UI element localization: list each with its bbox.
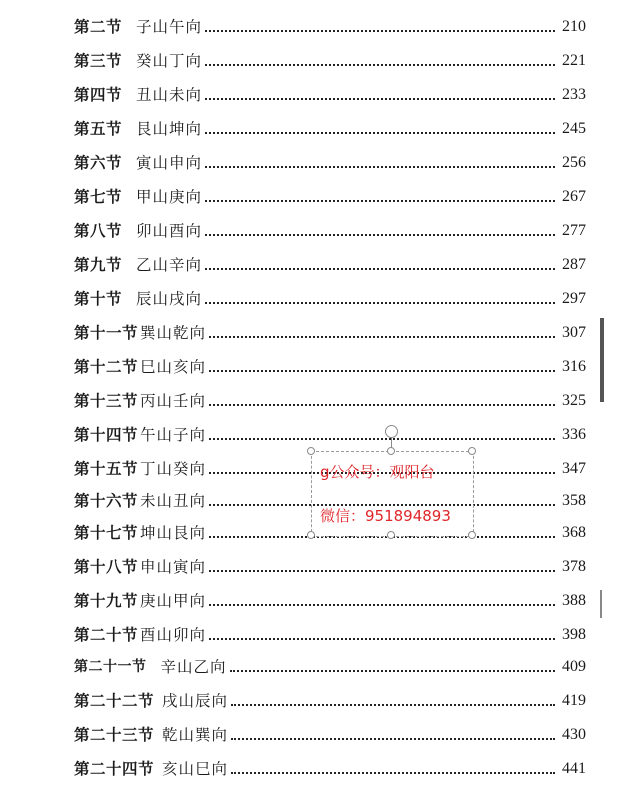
page-number: 378 bbox=[562, 558, 586, 575]
dot-leader bbox=[205, 97, 555, 100]
dot-leader bbox=[209, 437, 555, 440]
toc-row[interactable] bbox=[74, 81, 586, 105]
toc-row[interactable] bbox=[74, 621, 586, 645]
resize-handle-icon[interactable] bbox=[387, 531, 395, 539]
section-title: 丑山未向 bbox=[136, 86, 203, 104]
watermark-line-1: g公众号：观阳台 bbox=[320, 463, 435, 481]
section-number: 第六节 bbox=[74, 154, 123, 172]
toc-row[interactable] bbox=[74, 721, 586, 745]
page-number: 409 bbox=[562, 658, 586, 675]
toc-row[interactable] bbox=[74, 319, 586, 343]
section-title: 寅山申向 bbox=[136, 154, 203, 172]
dot-leader bbox=[205, 301, 555, 304]
section-title: 丙山壬向 bbox=[140, 392, 207, 410]
dot-leader bbox=[231, 737, 555, 740]
page-number: 368 bbox=[562, 524, 586, 541]
section-title: 酉山卯向 bbox=[140, 626, 207, 644]
dot-leader bbox=[209, 569, 555, 572]
section-title: 亥山巳向 bbox=[162, 760, 229, 778]
section-title: 癸山丁向 bbox=[136, 52, 203, 70]
dot-leader bbox=[209, 335, 555, 338]
toc-row[interactable] bbox=[74, 421, 586, 445]
page-number: 336 bbox=[562, 426, 586, 443]
page-number: 347 bbox=[562, 460, 586, 477]
dot-leader bbox=[205, 63, 555, 66]
toc-row[interactable] bbox=[74, 217, 586, 241]
section-number: 第十七节 bbox=[74, 524, 139, 542]
section-number: 第五节 bbox=[74, 120, 123, 138]
dot-leader bbox=[205, 267, 555, 270]
section-title: 乙山辛向 bbox=[136, 256, 203, 274]
page-number: 388 bbox=[562, 592, 586, 609]
dot-leader bbox=[209, 403, 555, 406]
section-title: 未山丑向 bbox=[140, 492, 207, 510]
page-number: 267 bbox=[562, 188, 586, 205]
toc-row[interactable] bbox=[74, 587, 586, 611]
section-title: 戌山辰向 bbox=[162, 692, 229, 710]
dot-leader bbox=[205, 29, 555, 32]
toc-row[interactable] bbox=[74, 353, 586, 377]
page-number: 245 bbox=[562, 120, 586, 137]
page-number: 358 bbox=[562, 492, 586, 509]
section-number: 第八节 bbox=[74, 222, 123, 240]
dot-leader bbox=[209, 369, 555, 372]
page-number: 441 bbox=[562, 760, 586, 777]
dot-leader bbox=[205, 233, 555, 236]
section-title: 卯山酉向 bbox=[136, 222, 203, 240]
page-number: 233 bbox=[562, 86, 586, 103]
section-number: 第十九节 bbox=[74, 592, 139, 610]
section-title: 巽山乾向 bbox=[140, 324, 207, 342]
toc-row[interactable] bbox=[74, 387, 586, 411]
section-title: 丁山癸向 bbox=[140, 460, 207, 478]
dot-leader bbox=[230, 669, 555, 672]
section-number: 第十节 bbox=[74, 290, 123, 308]
toc-row[interactable] bbox=[74, 115, 586, 139]
section-title: 巳山亥向 bbox=[140, 358, 207, 376]
dot-leader bbox=[209, 637, 555, 640]
section-number: 第十四节 bbox=[74, 426, 139, 444]
resize-handle-icon[interactable] bbox=[307, 531, 315, 539]
page-number: 221 bbox=[562, 52, 586, 69]
toc-row[interactable] bbox=[74, 47, 586, 71]
section-title: 艮山坤向 bbox=[136, 120, 203, 138]
section-number: 第二十节 bbox=[74, 626, 139, 644]
section-number: 第二十四节 bbox=[74, 760, 155, 778]
section-number: 第二十三节 bbox=[74, 726, 155, 744]
dot-leader bbox=[205, 131, 555, 134]
section-number: 第十一节 bbox=[74, 324, 139, 342]
watermark-line-2: 微信：951894893 bbox=[320, 507, 451, 525]
section-number: 第二十一节 bbox=[74, 659, 147, 675]
section-title: 辰山戌向 bbox=[136, 290, 203, 308]
dot-leader bbox=[205, 165, 555, 168]
section-title: 申山寅向 bbox=[140, 558, 207, 576]
dot-leader bbox=[231, 703, 555, 706]
section-number: 第三节 bbox=[74, 52, 123, 70]
dot-leader bbox=[205, 199, 555, 202]
section-title: 乾山巽向 bbox=[162, 726, 229, 744]
section-title: 庚山甲向 bbox=[140, 592, 207, 610]
page-number: 297 bbox=[562, 290, 586, 307]
section-number: 第七节 bbox=[74, 188, 123, 206]
scan-edge-mark bbox=[600, 318, 604, 402]
toc-row[interactable] bbox=[74, 285, 586, 309]
page-number: 277 bbox=[562, 222, 586, 239]
section-number: 第十六节 bbox=[74, 492, 139, 510]
page-number: 325 bbox=[562, 392, 586, 409]
toc-row[interactable] bbox=[74, 251, 586, 275]
toc-row[interactable] bbox=[74, 755, 586, 779]
section-title: 坤山艮向 bbox=[140, 524, 207, 542]
section-number: 第十五节 bbox=[74, 460, 139, 478]
page-number: 430 bbox=[562, 726, 586, 743]
section-number: 第四节 bbox=[74, 86, 123, 104]
resize-handle-icon[interactable] bbox=[468, 531, 476, 539]
toc-row[interactable] bbox=[74, 183, 586, 207]
dot-leader bbox=[209, 603, 555, 606]
toc-row[interactable] bbox=[74, 687, 586, 711]
section-title: 子山午向 bbox=[136, 18, 203, 36]
section-number: 第九节 bbox=[74, 256, 123, 274]
section-number: 第十三节 bbox=[74, 392, 139, 410]
section-number: 第二节 bbox=[74, 18, 123, 36]
section-title: 甲山庚向 bbox=[136, 188, 203, 206]
toc-row[interactable] bbox=[74, 553, 586, 577]
section-title: 午山子向 bbox=[140, 426, 207, 444]
toc-row[interactable] bbox=[74, 13, 586, 37]
rotate-handle-icon[interactable] bbox=[385, 425, 398, 438]
section-title: 辛山乙向 bbox=[160, 658, 227, 676]
resize-handle-icon[interactable] bbox=[468, 447, 476, 455]
toc-row[interactable] bbox=[74, 653, 586, 677]
scan-edge-mark bbox=[600, 590, 602, 618]
dot-leader bbox=[231, 771, 555, 774]
section-number: 第十二节 bbox=[74, 358, 139, 376]
page-number: 398 bbox=[562, 626, 586, 643]
section-number: 第二十二节 bbox=[74, 692, 155, 710]
section-number: 第十八节 bbox=[74, 558, 139, 576]
page-number: 419 bbox=[562, 692, 586, 709]
page-number: 307 bbox=[562, 324, 586, 341]
page-number: 316 bbox=[562, 358, 586, 375]
page-number: 210 bbox=[562, 18, 586, 35]
toc-row[interactable] bbox=[74, 149, 586, 173]
resize-handle-icon[interactable] bbox=[307, 447, 315, 455]
page-number: 287 bbox=[562, 256, 586, 273]
resize-handle-icon[interactable] bbox=[387, 447, 395, 455]
page-number: 256 bbox=[562, 154, 586, 171]
